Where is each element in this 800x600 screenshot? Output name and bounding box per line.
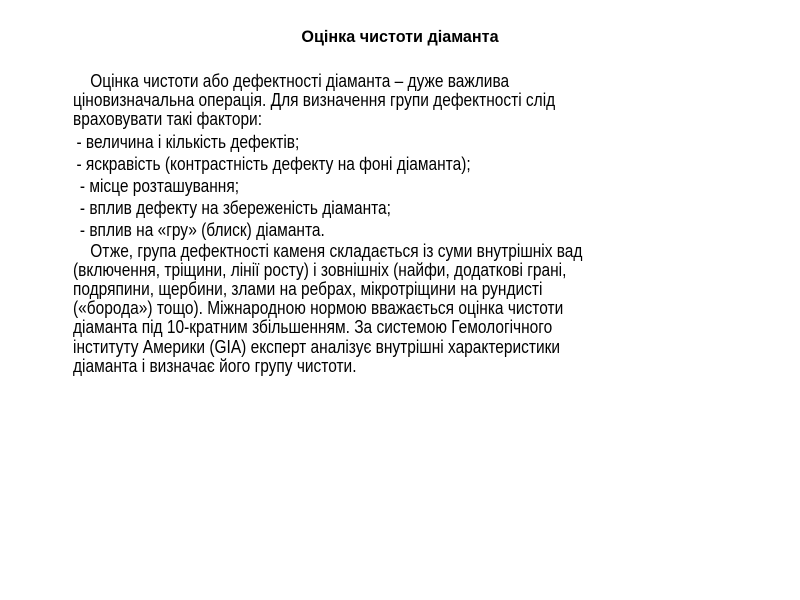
text-line: («борода») тощо). Міжнародною нормою вважається оцінка чистоти: [73, 298, 564, 319]
factor-item: - величина і кількість дефектів;: [76, 131, 300, 152]
text-line: подряпини, щербини, злами на ребрах, мікротріщини на рундисті: [73, 279, 543, 300]
factor-item: - вплив дефекту на збереженість діаманта;: [79, 198, 391, 219]
slide-title: Оцінка чистоти діаманта: [301, 27, 499, 46]
text-line: діаманта під 10-кратним збільшенням. За системою Гемологічного: [73, 317, 553, 338]
text-line: враховувати такі фактори:: [73, 109, 263, 130]
text-line: Оцінка чистоти або дефектності діаманта – дуже важлива: [90, 71, 510, 91]
text-line: ціновизначальна операція. Для визначення групи дефектності слід: [73, 90, 556, 111]
slide-body: [73, 72, 773, 376]
factor-item: - вплив на «гру» (блиск) діаманта.: [79, 220, 325, 241]
text-line: (включення, тріщини, лінії росту) і зовнішніх (найфи, додаткові грані,: [73, 259, 567, 280]
factor-item: - яскравість (контрастність дефекту на фоні діаманта);: [76, 153, 471, 174]
text-line: діаманта і визначає його групу чистоти.: [73, 355, 357, 376]
intro-paragraph: [73, 72, 773, 130]
conclusion-paragraph: [73, 242, 773, 376]
factors-list: [73, 133, 773, 241]
text-line: інституту Америки (GIA) експерт аналізує внутрішні характеристики: [73, 336, 561, 357]
text-line: Отже, група дефектності каменя складається із суми внутрішніх вад: [90, 240, 583, 261]
factor-item: - місце розташування;: [79, 176, 240, 197]
